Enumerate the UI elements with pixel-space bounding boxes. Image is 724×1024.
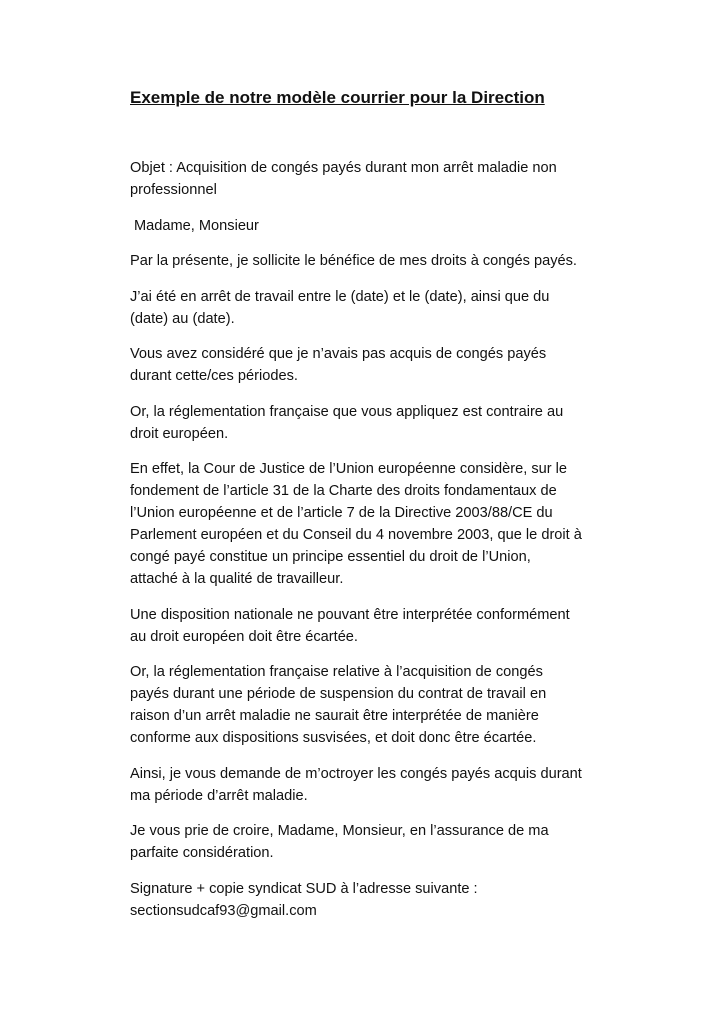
paragraph-line: attaché à la qualité de travailleur. <box>130 571 344 587</box>
paragraph-line: Ainsi, je vous demande de m’octroyer les congés payés acquis durant <box>130 765 582 782</box>
letter-paragraph <box>130 286 630 330</box>
paragraph-line: Signature + copie syndicat SUD à l’adresse suivante : <box>130 880 478 897</box>
paragraph-line: congé payé constitue un principe essentiel du droit de l’Union, <box>130 549 531 565</box>
paragraph-line: professionnel <box>130 182 217 198</box>
letter-paragraph <box>130 458 630 590</box>
document-title: Exemple de notre modèle courrier pour la Direction <box>130 88 545 107</box>
letter-paragraph <box>130 604 630 648</box>
letter-paragraph <box>130 401 630 445</box>
paragraph-line: au droit européen doit être écartée. <box>130 628 358 645</box>
paragraph-line: (date) au (date). <box>130 310 235 327</box>
letter-paragraph <box>130 763 630 807</box>
letter-body <box>130 157 630 935</box>
paragraph-line: Madame, Monsieur <box>134 217 259 234</box>
paragraph-line: payés durant une période de suspension du contrat de travail en <box>130 686 547 702</box>
paragraph-line: conforme aux dispositions susvisées, et doit donc être écartée. <box>130 730 537 746</box>
paragraph-line: raison d’un arrêt maladie ne saurait être interprétée de manière <box>130 708 539 724</box>
letter-paragraph <box>130 250 630 272</box>
paragraph-line: durant cette/ces périodes. <box>130 368 298 384</box>
paragraph-line: Or, la réglementation française que vous appliquez est contraire au <box>130 403 564 420</box>
paragraph-line: parfaite considération. <box>130 845 274 861</box>
letter-paragraph <box>130 878 630 922</box>
paragraph-line: Je vous prie de croire, Madame, Monsieur, en l’assurance de ma <box>130 823 549 839</box>
paragraph-line: J’ai été en arrêt de travail entre le (date) et le (date), ainsi que du <box>130 288 550 305</box>
paragraph-line: Objet : Acquisition de congés payés durant mon arrêt maladie non <box>130 160 557 176</box>
letter-paragraph <box>130 661 630 749</box>
paragraph-line: Or, la réglementation française relative à l’acquisition de congés <box>130 664 543 680</box>
paragraph-line: fondement de l’article 31 de la Charte des droits fondamentaux de <box>130 483 557 499</box>
paragraph-line: En effet, la Cour de Justice de l’Union européenne considère, sur le <box>130 461 568 477</box>
letter-paragraph <box>130 820 630 864</box>
paragraph-line: droit européen. <box>130 425 229 442</box>
paragraph-line: Par la présente, je sollicite le bénéfice de mes droits à congés payés. <box>130 253 577 269</box>
paragraph-line: Une disposition nationale ne pouvant être interprétée conformément <box>130 606 570 623</box>
paragraph-line: sectionsudcaf93@gmail.com <box>130 902 317 919</box>
paragraph-line: ma période d’arrêt maladie. <box>130 787 308 804</box>
paragraph-line: Vous avez considéré que je n’avais pas acquis de congés payés <box>130 346 547 362</box>
letter-paragraph <box>130 157 630 201</box>
paragraph-line: Parlement européen et du Conseil du 4 novembre 2003, que le droit à <box>130 527 582 543</box>
paragraph-line: l’Union européenne et de l’article 7 de la Directive 2003/88/CE du <box>130 505 553 521</box>
letter-paragraph <box>130 343 630 387</box>
letter-paragraph <box>130 215 630 237</box>
